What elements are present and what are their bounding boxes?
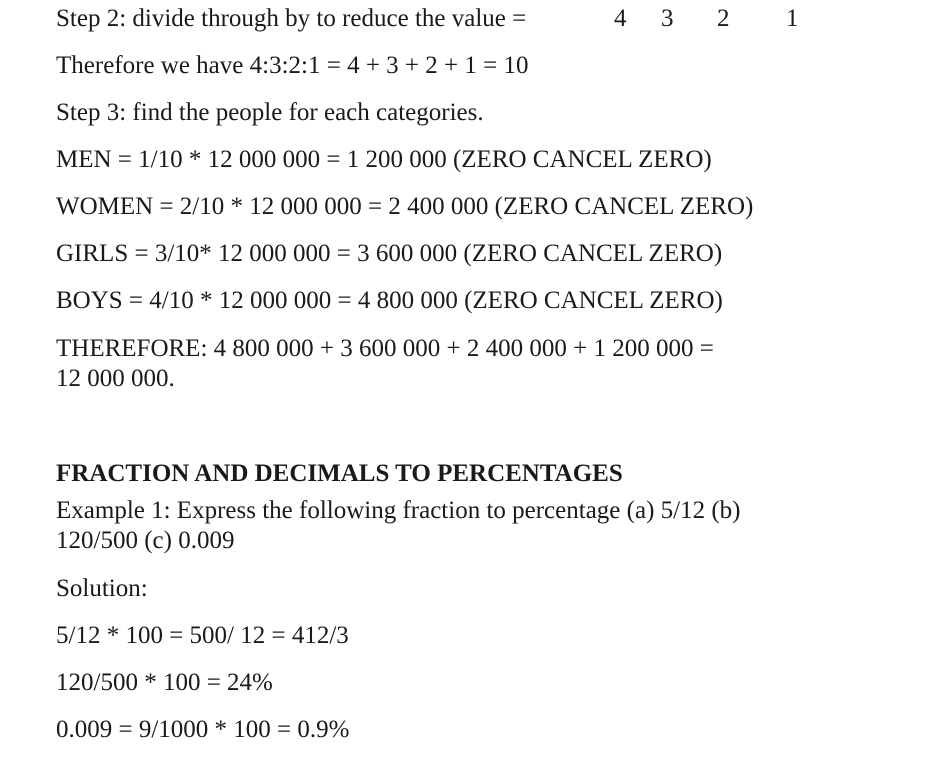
step2-line <box>56 4 799 34</box>
step2-value-1: 4 <box>614 5 627 32</box>
step2-value-2: 3 <box>661 5 674 32</box>
step3-line: Step 3: find the people for each categories. <box>56 99 484 126</box>
girls-line: GIRLS = 3/10* 12 000 000 = 3 600 000 (ZERO CANCEL ZERO) <box>56 240 723 267</box>
solution-a: 5/12 * 100 = 500/ 12 = 412/3 <box>56 622 349 649</box>
solution-label: Solution: <box>56 575 148 602</box>
solution-b: 120/500 * 100 = 24% <box>56 669 273 696</box>
women-line: WOMEN = 2/10 * 12 000 000 = 2 400 000 (ZERO CANCEL ZERO) <box>56 193 754 220</box>
total-sum-line-2: 12 000 000. <box>56 365 175 392</box>
step2-text: Step 2: divide through by to reduce the value = <box>56 5 527 32</box>
solution-c: 0.009 = 9/1000 * 100 = 0.9% <box>56 716 350 743</box>
step2-value-3: 2 <box>717 5 730 32</box>
total-sum-line-1: THEREFORE: 4 800 000 + 3 600 000 + 2 400 000 + 1 200 000 = <box>56 335 714 362</box>
example-line-2: 120/500 (c) 0.009 <box>56 527 235 554</box>
boys-line: BOYS = 4/10 * 12 000 000 = 4 800 000 (ZERO CANCEL ZERO) <box>56 287 723 314</box>
step2-value-4: 1 <box>786 5 799 32</box>
example-line-1: Example 1: Express the following fraction to percentage (a) 5/12 (b) <box>56 497 741 524</box>
ratio-sum-line: Therefore we have 4:3:2:1 = 4 + 3 + 2 + 1 = 10 <box>56 52 529 79</box>
men-line: MEN = 1/10 * 12 000 000 = 1 200 000 (ZERO CANCEL ZERO) <box>56 146 712 173</box>
section-heading: FRACTION AND DECIMALS TO PERCENTAGES <box>56 460 623 487</box>
